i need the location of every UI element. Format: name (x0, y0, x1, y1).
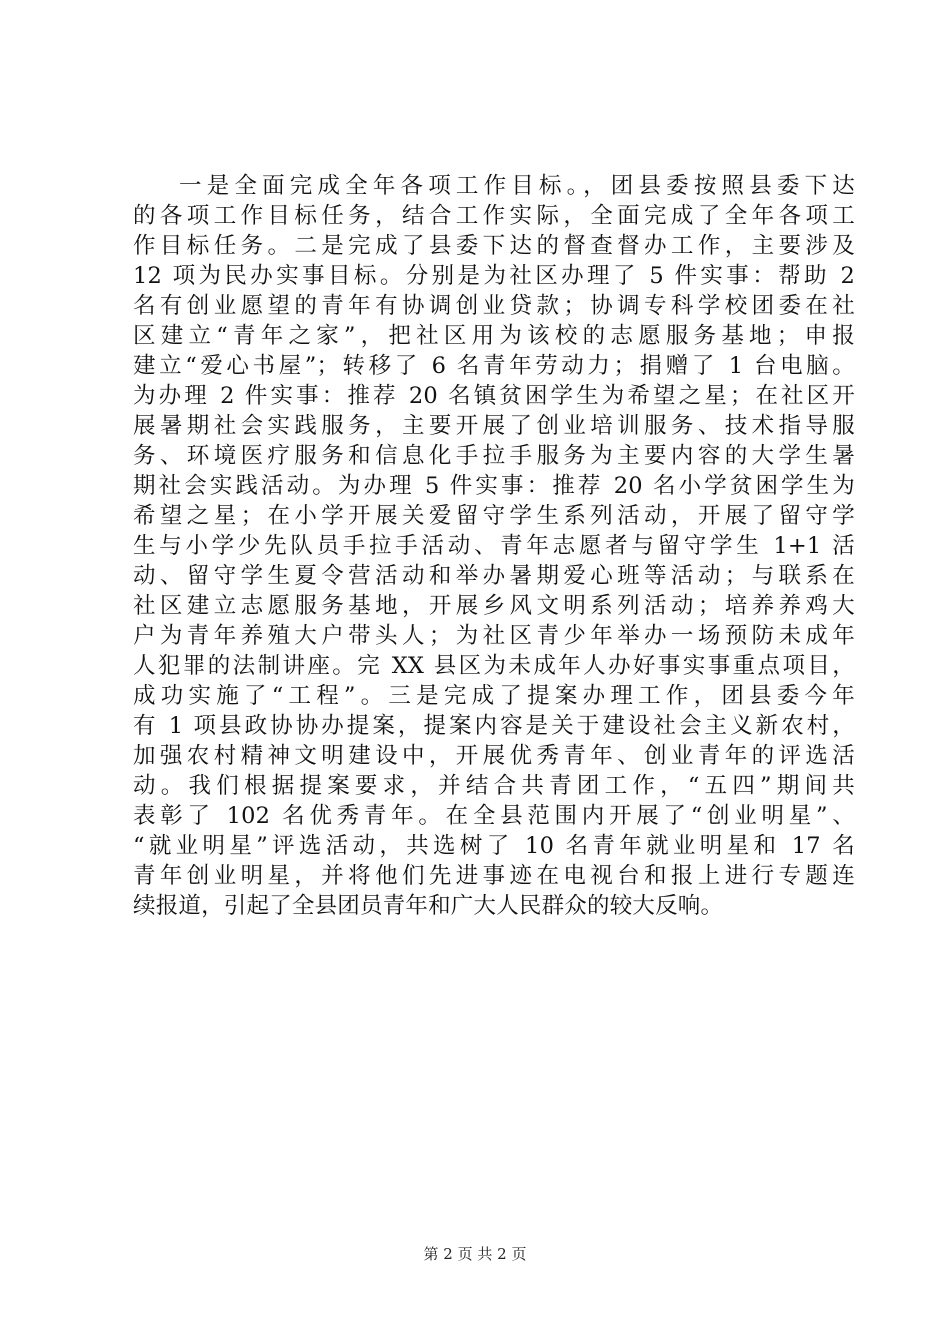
text-line: 的各项工作目标任务，结合工作实际，全面完成了全年各项工 (133, 203, 855, 229)
text-line: 作目标任务。二是完成了县委下达的督查督办工作，主要涉及 (133, 233, 855, 259)
text-line: 区建立“青年之家”，把社区用为该校的志愿服务基地；申报 (133, 323, 855, 349)
text-line: 一是全面完成全年各项工作目标。，团县委按照县委下达 (179, 173, 855, 199)
text-line: 动。我们根据提案要求，并结合共青团工作，“五四”期间共 (133, 773, 855, 799)
text-line: 建立“爱心书屋”；转移了 6 名青年劳动力；捐赠了 1 台电脑。 (133, 353, 855, 379)
text-line: 12 项为民办实事目标。分别是为社区办理了 5 件实事：帮助 2 (133, 263, 855, 289)
text-line: 生与小学少先队员手拉手活动、青年志愿者与留守学生 1+1 活 (133, 533, 855, 559)
text-line: 动、留守学生夏令营活动和举办暑期爱心班等活动；与联系在 (133, 563, 855, 589)
text-line: 务、环境医疗服务和信息化手拉手服务为主要内容的大学生暑 (133, 443, 855, 469)
text-line: 表彰了 102 名优秀青年。在全县范围内开展了“创业明星”、 (133, 803, 855, 829)
text-line: 希望之星；在小学开展关爱留守学生系列活动，开展了留守学 (133, 503, 855, 529)
text-line: 人犯罪的法制讲座。完 XX 县区为未成年人办好事实事重点项目， (133, 653, 855, 679)
text-line: “就业明星”评选活动，共选树了 10 名青年就业明星和 17 名 (133, 833, 855, 859)
text-line: 名有创业愿望的青年有协调创业贷款；协调专科学校团委在社 (133, 293, 855, 319)
text-line: 期社会实践活动。为办理 5 件实事：推荐 20 名小学贫困学生为 (133, 473, 855, 499)
text-line: 为办理 2 件实事：推荐 20 名镇贫困学生为希望之星；在社区开 (133, 383, 855, 409)
page-number-footer: 第 2 页 共 2 页 (423, 1245, 527, 1263)
text-line: 青年创业明星，并将他们先进事迹在电视台和报上进行专题连 (133, 863, 855, 889)
text-line: 加强农村精神文明建设中，开展优秀青年、创业青年的评选活 (133, 743, 855, 769)
text-line: 续报道，引起了全县团员青年和广大人民群众的较大反响。 (133, 893, 724, 919)
text-line: 有 1 项县政协协办提案，提案内容是关于建设社会主义新农村， (133, 713, 855, 739)
text-line: 社区建立志愿服务基地，开展乡风文明系列活动；培养养鸡大 (133, 593, 855, 619)
text-line: 户为青年养殖大户带头人；为社区青少年举办一场预防未成年 (133, 623, 855, 649)
text-line: 成功实施了“工程”。三是完成了提案办理工作，团县委今年 (133, 683, 855, 709)
body-paragraph (133, 171, 855, 921)
text-line: 展暑期社会实践服务，主要开展了创业培训服务、技术指导服 (133, 413, 855, 439)
